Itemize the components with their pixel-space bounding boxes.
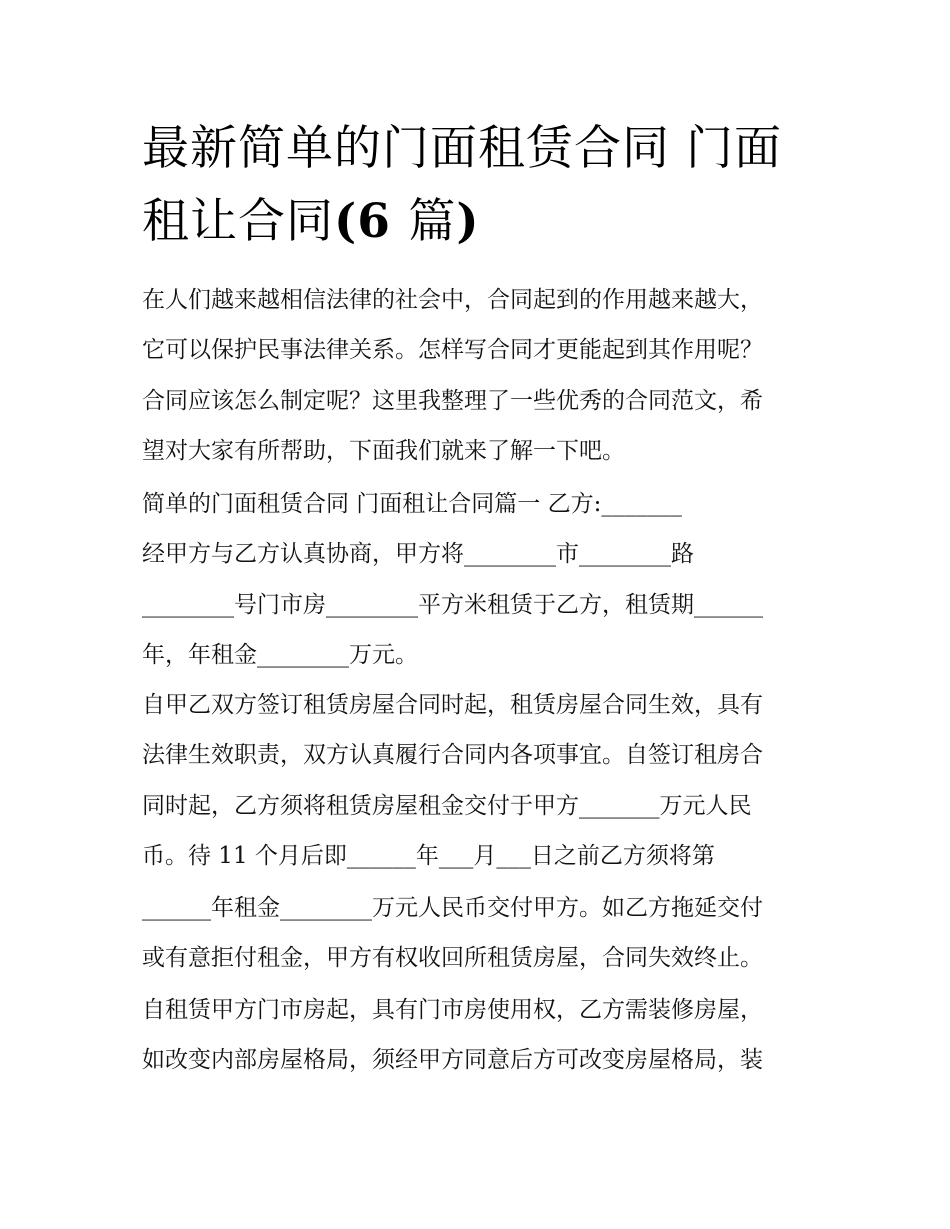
body-line-15: 自租赁甲方门市房起，具有门市房使用权，乙方需装修房屋， <box>142 997 763 1023</box>
body-line-11: 同时起，乙方须将租赁房屋租金交付于甲方_______万元人民 <box>142 793 752 819</box>
body-line-6: 经甲方与乙方认真协商，甲方将________市________路 <box>142 541 694 567</box>
body-line-16: 如改变内部房屋格局，须经甲方同意后方可改变房屋格局，装 <box>142 1047 763 1073</box>
title-line-1: 最新简单的门面租赁合同 门面 <box>142 121 782 176</box>
body-line-2: 它可以保护民事法律关系。怎样写合同才更能起到其作用呢？ <box>142 337 763 363</box>
body-line-12: 币。待 11 个月后即______年___月___日之前乙方须将第 <box>142 843 715 869</box>
title-line-2-paren-open: (6 <box>334 194 409 249</box>
body-line-9: 自甲乙双方签订租赁房屋合同时起，租赁房屋合同生效，具有 <box>142 692 763 718</box>
body-line-5: 简单的门面租赁合同 门面租让合同篇一 乙方:_______ <box>142 491 682 517</box>
body-line-8: 年，年租金________万元。 <box>142 642 418 668</box>
document-title <box>142 112 822 258</box>
body-line-7: ________号门市房________平方米租赁于乙方，租赁期______ <box>142 592 763 618</box>
body-line-10: 法律生效职责，双方认真履行合同内各项事宜。自签订租房合 <box>142 742 763 768</box>
body-line-14: 或有意拒付租金，甲方有权收回所租赁房屋，合同失效终止。 <box>142 945 763 971</box>
title-line-2-text: 租让合同 <box>142 194 334 249</box>
body-line-3: 合同应该怎么制定呢？这里我整理了一些优秀的合同范文，希 <box>142 388 763 414</box>
body-line-1: 在人们越来越相信法律的社会中，合同起到的作用越来越大， <box>142 287 763 313</box>
body-line-13: ______年租金________万元人民币交付甲方。如乙方拖延交付 <box>142 895 763 921</box>
title-line-2-paren-close: ) <box>456 194 480 249</box>
body-line-4: 望对大家有所帮助，下面我们就来了解一下吧。 <box>142 438 625 464</box>
title-line-2-unit: 篇 <box>408 194 457 249</box>
